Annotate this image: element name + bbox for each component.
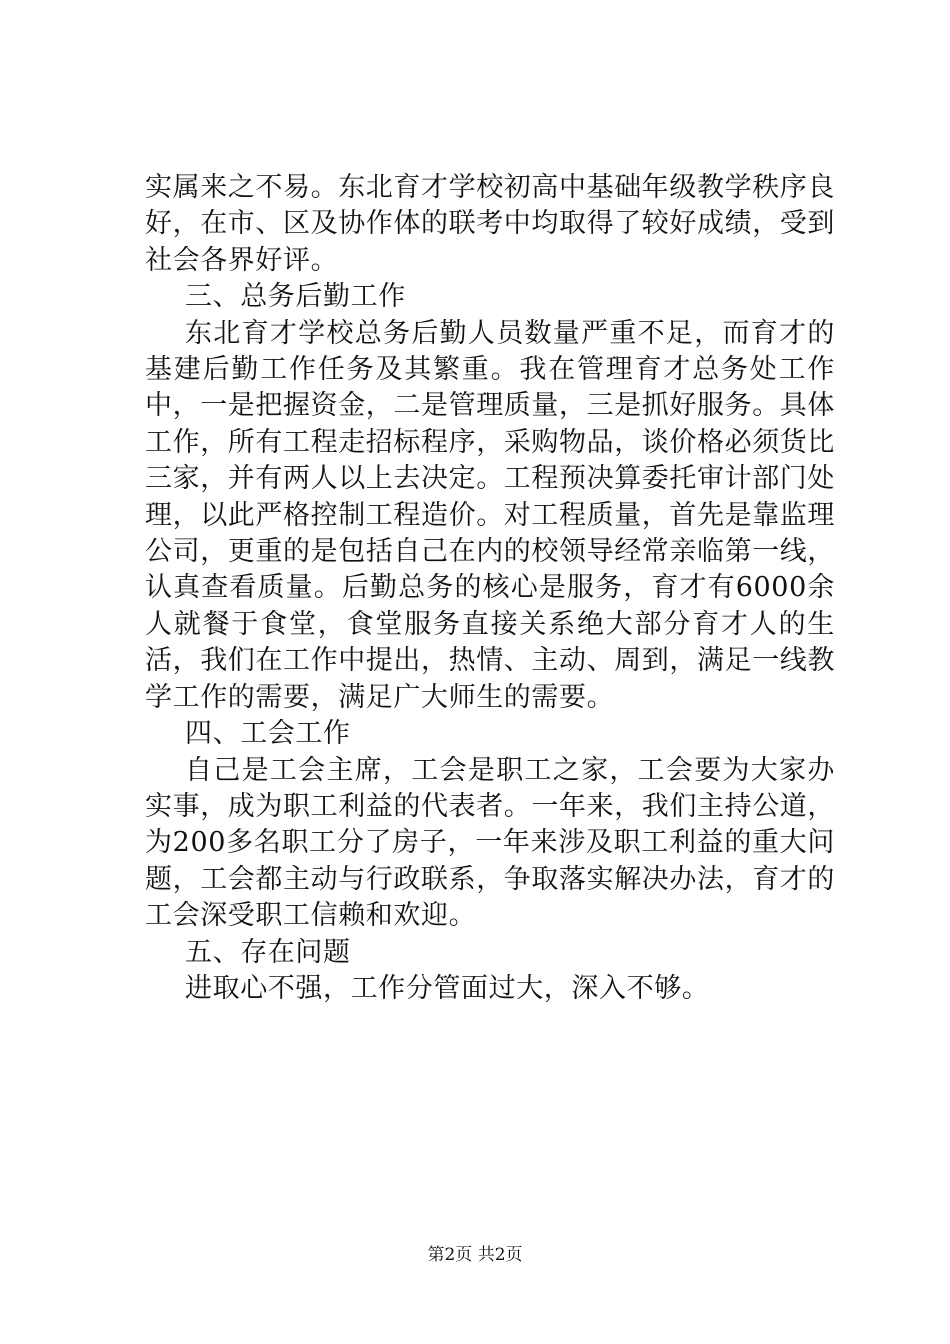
section-heading-problems: 五、存在问题 <box>185 936 351 968</box>
document-body <box>145 170 835 1007</box>
paragraph-continued: 实属来之不易。东北育才学校初高中基础年级教学秩序良好，在市、区及协作体的联考中均取得了较好成绩，受到社会各界好评。 <box>145 172 835 276</box>
section-heading-logistics: 三、总务后勤工作 <box>185 281 406 313</box>
page-footer: 第2页 共2页 <box>427 1245 523 1265</box>
section-heading-union: 四、工会工作 <box>185 718 351 750</box>
paragraph-logistics: 东北育才学校总务后勤人员数量严重不足，而育才的基建后勤工作任务及其繁重。我在管理育才总务处工作中，一是把握资金，二是管理质量，三是抓好服务。具体工作，所有工程走招标程序，采购物品，谈价格必须货比三家，并有两人以上去决定。工程预决算委托审计部门处理，以此严格控制工程造价。对工程质量，首先是靠监理公司，更重的是包括自己在内的校领导经常亲临第一线，认真查看质量。后勤总务的核心是服务，育才有6000余人就餐于食堂，食堂服务直接关系绝大部分育才人的生活，我们在工作中提出，热情、主动、周到，满足一线教学工作的需要，满足广大师生的需要。 <box>145 317 835 713</box>
paragraph-problems: 进取心不强，工作分管面过大，深入不够。 <box>185 972 710 1004</box>
paragraph-union: 自己是工会主席，工会是职工之家，工会要为大家办实事，成为职工利益的代表者。一年来，我们主持公道，为200多名职工分了房子，一年来涉及职工利益的重大问题，工会都主动与行政联系，争取落实解决办法，育才的工会深受职工信赖和欢迎。 <box>145 754 835 932</box>
